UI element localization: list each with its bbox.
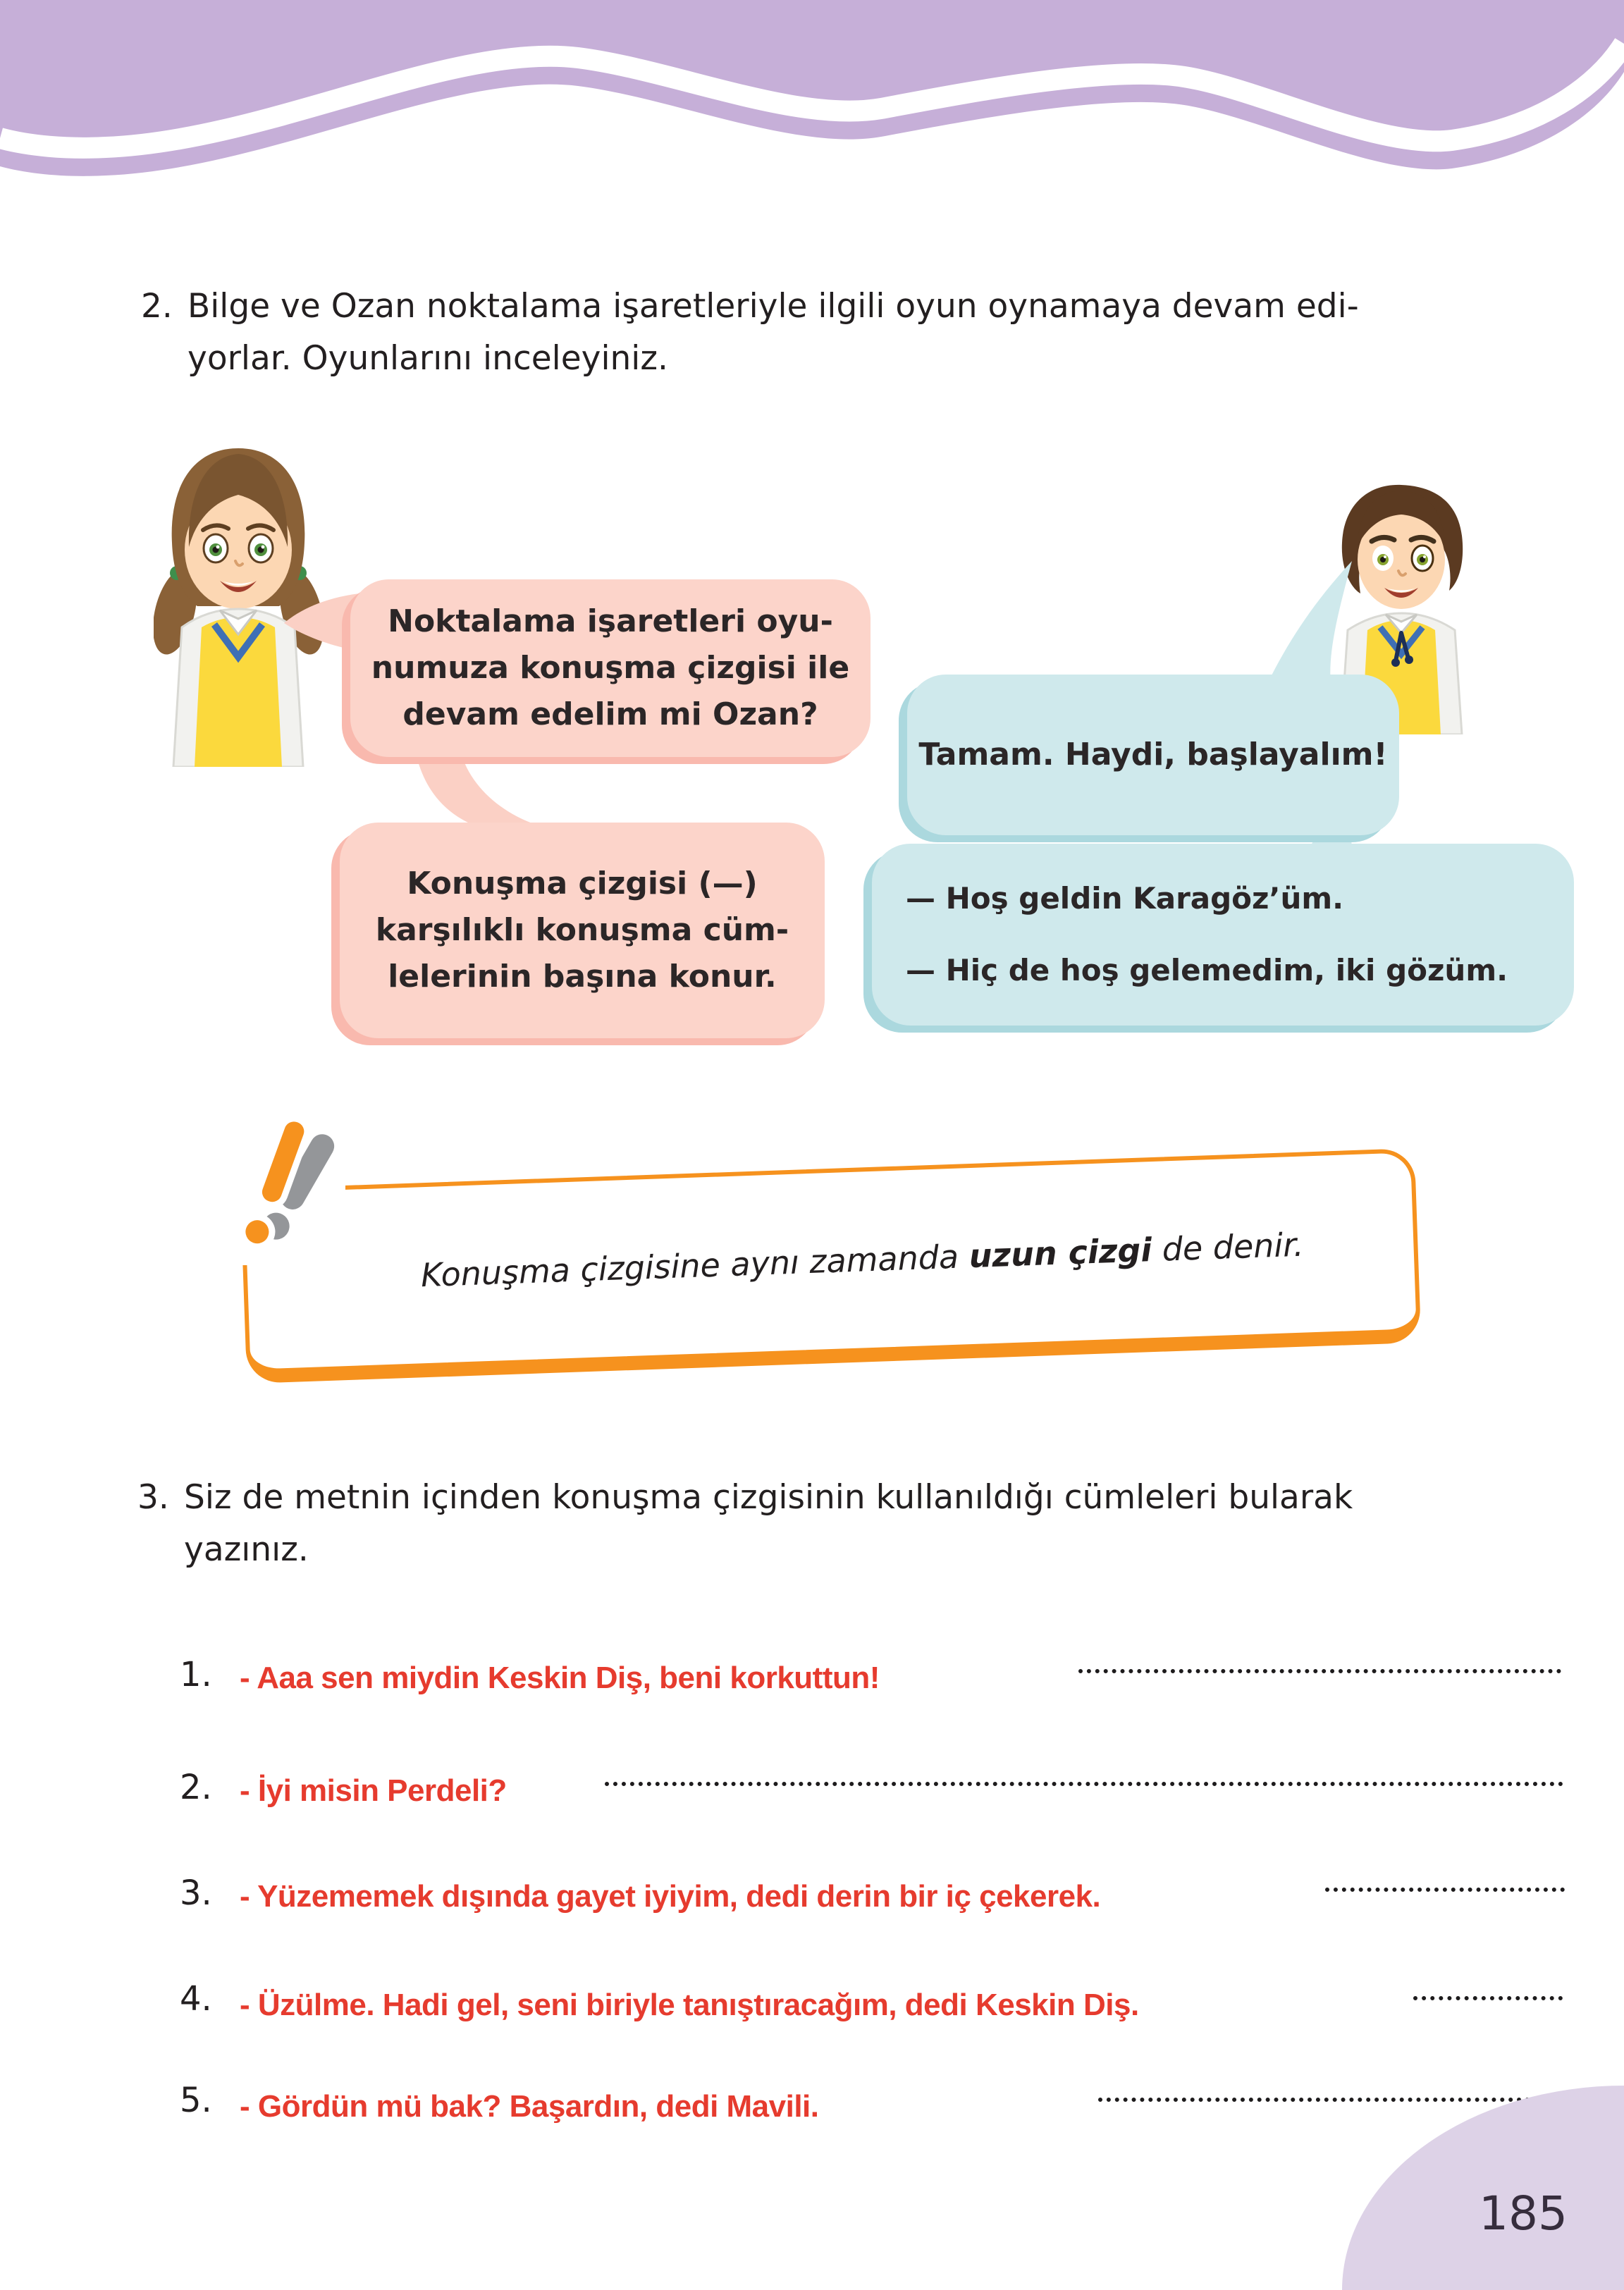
bubble-line: Tamam. Haydi, başlayalım!: [918, 737, 1388, 772]
answer-1-dotted-line: [1078, 1669, 1561, 1673]
answer-5-dotted-line: [1098, 2098, 1563, 2102]
bubble-line: — Hiç de hoş gelemedim, iki gözüm.: [906, 953, 1508, 987]
exercise-2-number: 2.: [141, 287, 173, 326]
answer-2-dotted-line: [605, 1782, 1563, 1786]
answer-5-number: 5.: [180, 2081, 212, 2120]
answer-4-number: 4.: [180, 1979, 212, 2019]
exercise-3-line-2: yazınız.: [184, 1530, 309, 1569]
speech-bubble-blue-2: [872, 844, 1574, 1026]
bubble-line: Konuşma çizgisi (—): [407, 866, 758, 901]
answer-3-dotted-line: [1325, 1888, 1565, 1892]
answer-3-text: - Yüzememek dışında gayet iyiyim, dedi derin bir iç çekerek.: [240, 1879, 1101, 1914]
speech-bubble-blue-1: [907, 675, 1399, 835]
page-number: 185: [1479, 2186, 1568, 2241]
bubble-line: Noktalama işaretleri oyu-: [388, 603, 833, 639]
exercise-3-number: 3.: [137, 1478, 169, 1517]
exercise-2-line-1: Bilge ve Ozan noktalama işaretleriyle ilgili oyun oynamaya devam edi-: [187, 287, 1359, 326]
answer-4-text: - Üzülme. Hadi gel, seni biriyle tanıştıracağım, dedi Keskin Diş.: [240, 1988, 1139, 2022]
info-text-after: de denir.: [1151, 1225, 1305, 1269]
speech-bubble-pink-2: [340, 823, 825, 1038]
bubble-line: devam edelim mi Ozan?: [402, 696, 818, 732]
info-text-bold: uzun çizgi: [968, 1231, 1152, 1276]
answer-3-number: 3.: [180, 1873, 212, 1913]
answer-2-number: 2.: [180, 1768, 212, 1807]
bubble-line: karşılıklı konuşma cüm-: [375, 912, 789, 948]
blue-bubble1-tail: [1267, 561, 1352, 684]
info-box-text: [314, 1224, 1346, 1298]
pink-connector-tail: [414, 747, 558, 830]
exercise-3-line-1: Siz de metnin içinden konuşma çizgisinin kullanıldığı cümleleri bularak: [184, 1478, 1353, 1517]
answer-1-number: 1.: [180, 1655, 212, 1694]
answer-4-dotted-line: [1413, 1996, 1563, 2000]
exclamation-icon: [222, 1103, 356, 1269]
answer-5-text: - Gördün mü bak? Başardın, dedi Mavili.: [240, 2089, 819, 2124]
bubble-line: — Hoş geldin Karagöz’üm.: [906, 881, 1344, 916]
answer-2-text: - İyi misin Perdeli?: [240, 1773, 507, 1808]
speech-bubble-pink-1: [350, 579, 871, 757]
bubble-line: numuza konuşma çizgisi ile: [371, 650, 850, 686]
bubble-line: lelerinin başına konur.: [388, 959, 777, 995]
pink-bubble1-tail: [284, 593, 361, 651]
info-text-before: Konuşma çizgisine aynı zamanda: [420, 1237, 970, 1295]
exercise-2-line-2: yorlar. Oyunlarını inceleyiniz.: [187, 339, 668, 378]
answer-1-text: - Aaa sen miydin Keskin Diş, beni korkuttun!: [240, 1661, 880, 1695]
exercise-3-heading: [137, 1472, 1488, 1576]
info-box: [240, 1148, 1422, 1384]
